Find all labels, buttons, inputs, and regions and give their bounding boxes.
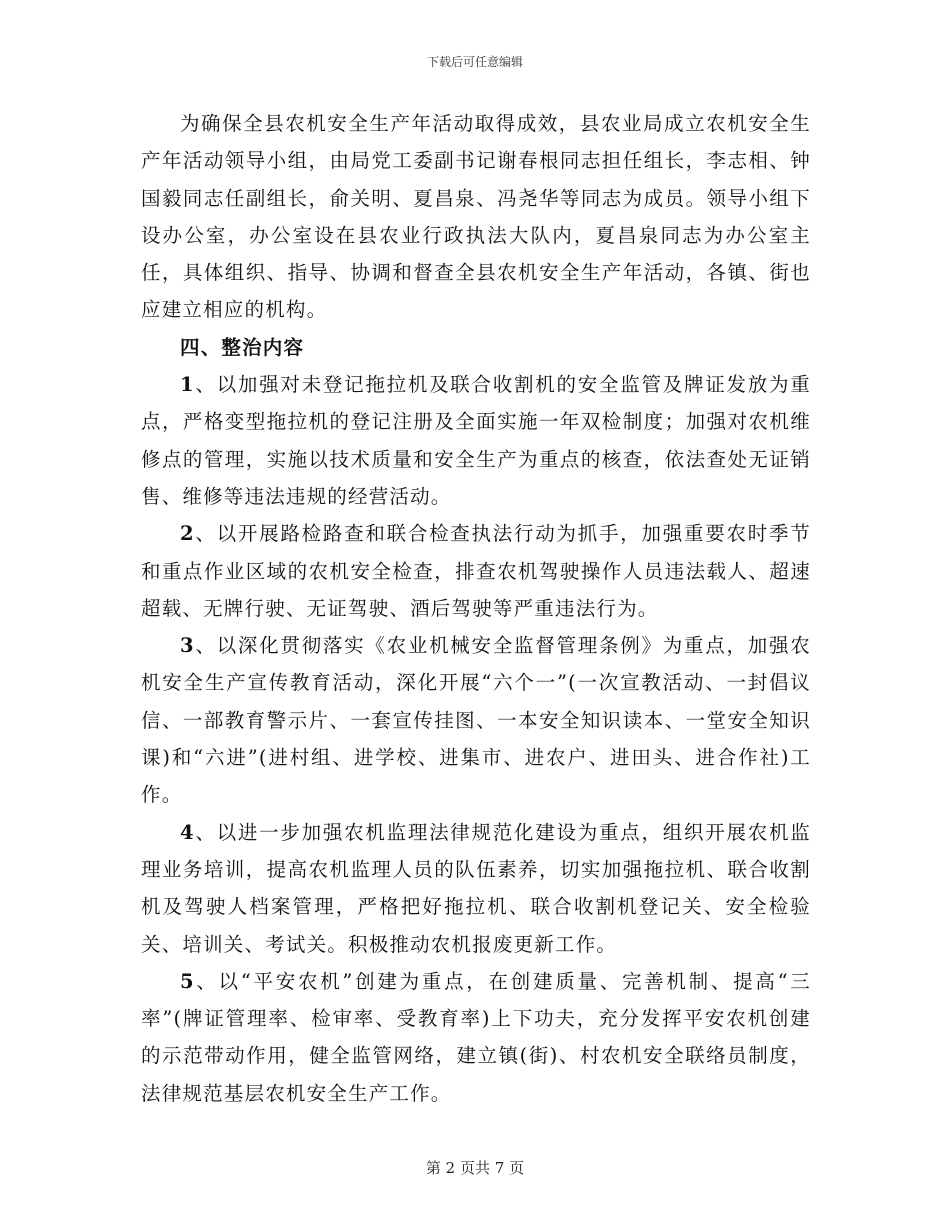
item-number: 4	[180, 820, 195, 844]
paragraph-item-3	[141, 627, 811, 813]
document-body	[141, 105, 811, 1112]
paragraph-item-1	[141, 366, 811, 515]
item-text: 、以“平安农机”创建为重点，在创建质量、完善机制、提高“三率”(牌证管理率、检审率、受教育率)上下功夫，充分发挥平安农机创建的示范带动作用，健全监管网络，建立镇(街)、村农机安全联络员制度，法律规范基层农机安全生产工作。	[141, 969, 811, 1105]
item-text: 、以深化贯彻落实《农业机械安全监督管理条例》为重点，加强农机安全生产宣传教育活动，深化开展“六个一”(一次宣教活动、一封倡议信、一部教育警示片、一套宣传挂图、一本安全知识读本、一堂安全知识课)和“六进”(进村组、进学校、进集市、进农户、进田头、进合作社)工作。	[141, 634, 811, 807]
paragraph-item-5	[141, 963, 811, 1112]
item-number: 5	[180, 969, 195, 993]
page-header: 下载后可任意编辑	[426, 55, 523, 69]
item-number: 1	[180, 373, 195, 397]
paragraph-intro: 为确保全县农机安全生产年活动取得成效，县农业局成立农机安全生产年活动领导小组，由局党工委副书记谢春根同志担任组长，李志相、钟国毅同志任副组长，俞关明、夏昌泉、冯尧华等同志为成员。领导小组下设办公室，办公室设在县农业行政执法大队内，夏昌泉同志为办公室主任，具体组织、指导、协调和督查全县农机安全生产年活动，各镇、街也应建立相应的机构。	[141, 112, 811, 322]
item-text: 、以开展路检路查和联合检查执法行动为抓手，加强重要农时季节和重点作业区域的农机安全检查，排查农机驾驶操作人员违法载人、超速超载、无牌行驶、无证驾驶、酒后驾驶等严重违法行为。	[141, 522, 811, 620]
page-footer: 第 2 页共 7 页	[425, 1159, 525, 1177]
item-text: 、以进一步加强农机监理法律规范化建设为重点，组织开展农机监理业务培训，提高农机监理人员的队伍素养，切实加强拖拉机、联合收割机及驾驶人档案管理，严格把好拖拉机、联合收割机登记关、安全检验关、培训关、考试关。积极推动农机报废更新工作。	[141, 820, 811, 956]
paragraph-item-4	[141, 814, 811, 963]
item-number: 3	[180, 634, 195, 658]
item-text: 、以加强对未登记拖拉机及联合收割机的安全监管及牌证发放为重点，严格变型拖拉机的登记注册及全面实施一年双检制度；加强对农机维修点的管理，实施以技术质量和安全生产为重点的核查，依法查处无证销售、维修等违法违规的经营活动。	[141, 373, 811, 508]
item-number: 2	[180, 522, 195, 546]
paragraph-item-2	[141, 515, 811, 627]
section-heading: 四、整治内容	[180, 335, 305, 359]
